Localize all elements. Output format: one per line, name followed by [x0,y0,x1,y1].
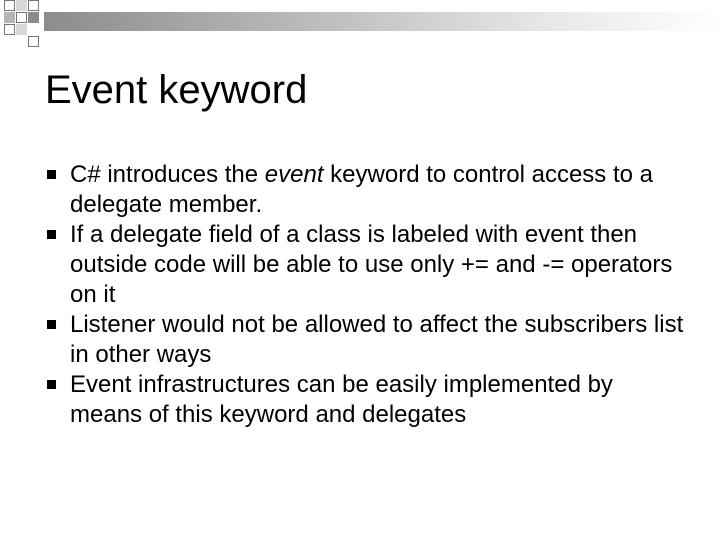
header-gradient-bar [44,12,720,31]
decor-square-icon [28,36,39,47]
square-bullet-icon [47,320,56,329]
bullet-text: Listener would not be allowed to affect the subscribers list in other ways [70,311,684,368]
bullet-list [46,160,686,430]
slide-title: Event keyword [45,68,308,112]
bullet-item [46,160,686,220]
decor-square-icon [28,12,39,23]
bullet-item [46,310,686,370]
decor-square-icon [16,24,27,35]
square-bullet-icon [47,230,56,239]
decor-square-icon [4,0,15,11]
square-bullet-icon [47,170,56,179]
decor-square-icon [16,12,27,23]
decorative-header-band [0,0,720,56]
bullet-item [46,220,686,310]
bullet-text: Event infrastructures can be easily implemented by means of this keyword and delegates [70,371,613,428]
bullet-text: If a delegate field of a class is labeled with event then outside code will be able to use only += and -= operators on it [70,221,673,308]
emphasis-text: event [264,161,324,188]
decor-square-icon [16,0,27,11]
decor-square-icon [28,0,39,11]
bullet-item [46,370,686,430]
bullet-text: C# introduces the event keyword to control access to a delegate member. [70,161,653,218]
decor-square-icon [4,24,15,35]
decor-square-icon [4,12,15,23]
square-bullet-icon [47,380,56,389]
